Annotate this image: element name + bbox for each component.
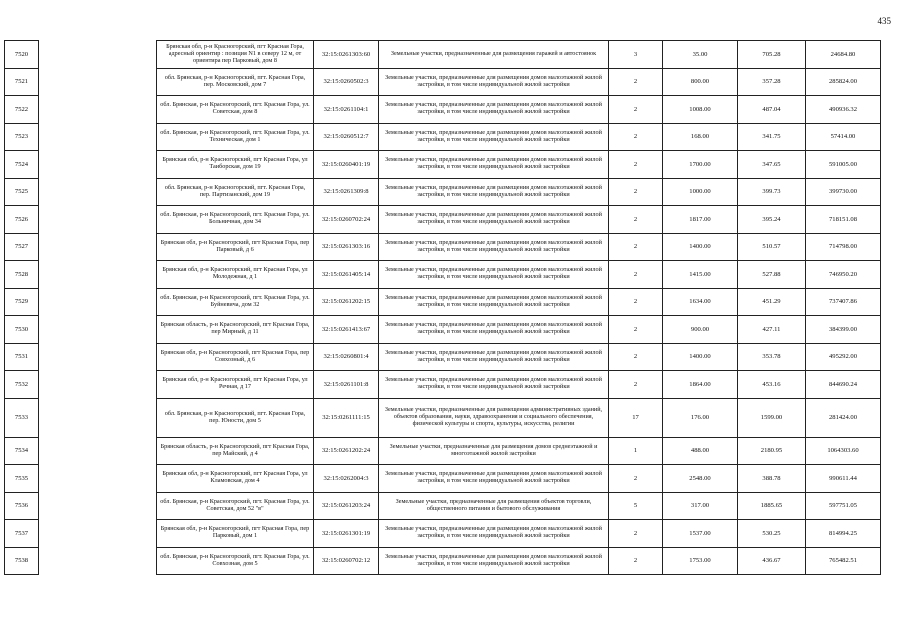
blank-cell xyxy=(39,261,157,289)
table-row xyxy=(5,261,881,289)
row-number: 7527 xyxy=(5,233,39,261)
specific-value-cell: 510.57 xyxy=(738,233,806,261)
area-cell: 800.00 xyxy=(663,68,738,96)
cadastral-number-cell: 32:15:0260801:4 xyxy=(314,343,379,371)
row-number: 7533 xyxy=(5,398,39,437)
table-row xyxy=(5,68,881,96)
blank-cell xyxy=(39,371,157,399)
group-code-cell: 2 xyxy=(609,288,663,316)
address-cell: обл. Брянская, р-н Красногорский, пгт. Красная Гора, ул. Буйневича, дом 32 xyxy=(157,288,314,316)
group-code-cell: 2 xyxy=(609,96,663,124)
group-code-cell: 2 xyxy=(609,465,663,493)
table-row xyxy=(5,41,881,69)
cadastral-number-cell: 32:15:0260702:24 xyxy=(314,206,379,234)
area-cell: 1817.00 xyxy=(663,206,738,234)
group-code-cell: 2 xyxy=(609,316,663,344)
cadastral-value-cell: 597751.05 xyxy=(806,492,881,520)
purpose-cell: Земельные участки, предназначенные для размещения гаражей и автостоянок xyxy=(379,41,609,69)
address-cell: Брянская обл, р-н Красногорский, пгт Красная Гора, пер Парковый, дом 1 xyxy=(157,520,314,548)
table-row xyxy=(5,437,881,465)
address-cell: обл. Брянская, р-н Красногорский, пгт. Красная Гора, пер. Партизанский, дом 19 xyxy=(157,178,314,206)
cadastral-value-cell: 57414.00 xyxy=(806,123,881,151)
cadastral-number-cell: 32:15:0260702:12 xyxy=(314,547,379,575)
cadastral-value-cell: 281424.00 xyxy=(806,398,881,437)
purpose-cell: Земельные участки, предназначенные для размещения домов малоэтажной жилой застройки, в том числе индивидуальной жилой застройки xyxy=(379,520,609,548)
address-cell: Брянская обл, р-н Красногорский, пгт Красная Гора, пер Парковый, д 6 xyxy=(157,233,314,261)
purpose-cell: Земельные участки, предназначенные для размещения административных зданий, объектов образования, науки, здравоохранения и социального обеспечения, физической культуры и спорта, культуры, искусства, религии xyxy=(379,398,609,437)
address-cell: Брянская область, р-н Красногорский, пгт Красная Гора, пер Мирный, д 11 xyxy=(157,316,314,344)
address-cell: обл. Брянская, р-н Красногорский, пгт. Красная Гора, пер. Московский, дом 7 xyxy=(157,68,314,96)
blank-cell xyxy=(39,492,157,520)
area-cell: 488.00 xyxy=(663,437,738,465)
row-number: 7536 xyxy=(5,492,39,520)
row-number: 7525 xyxy=(5,178,39,206)
area-cell: 1400.00 xyxy=(663,233,738,261)
table-row xyxy=(5,520,881,548)
row-number: 7520 xyxy=(5,41,39,69)
row-number: 7522 xyxy=(5,96,39,124)
specific-value-cell: 1599.00 xyxy=(738,398,806,437)
specific-value-cell: 451.29 xyxy=(738,288,806,316)
table-row xyxy=(5,316,881,344)
row-number: 7531 xyxy=(5,343,39,371)
cadastral-number-cell: 32:15:0260502:3 xyxy=(314,68,379,96)
address-cell: Брянская область, р-н Красногорский, пгт Красная Гора, пер Майский, д 4 xyxy=(157,437,314,465)
cadastral-number-cell: 32:15:0261202:15 xyxy=(314,288,379,316)
address-cell: Брянская обл, р-н Красногорский, пгт Красная Гора, ул Таиборская, дом 19 xyxy=(157,151,314,179)
area-cell: 1634.00 xyxy=(663,288,738,316)
address-cell: Брянская обл, р-н Красногорский, пгт Красная Гора, пер Совхозный, д 6 xyxy=(157,343,314,371)
row-number: 7529 xyxy=(5,288,39,316)
address-cell: обл. Брянская, р-н Красногорский, пгт. Красная Гора, ул. Больничная, дом 34 xyxy=(157,206,314,234)
area-cell: 1415.00 xyxy=(663,261,738,289)
blank-cell xyxy=(39,151,157,179)
specific-value-cell: 453.16 xyxy=(738,371,806,399)
specific-value-cell: 357.28 xyxy=(738,68,806,96)
area-cell: 1864.00 xyxy=(663,371,738,399)
purpose-cell: Земельные участки, предназначенные для размещения домов малоэтажной жилой застройки, в том числе индивидуальной жилой застройки xyxy=(379,206,609,234)
cadastral-number-cell: 32:15:0261301:19 xyxy=(314,520,379,548)
cadastral-value-cell: 718151.08 xyxy=(806,206,881,234)
blank-cell xyxy=(39,547,157,575)
cadastral-number-cell: 32:15:0261309:8 xyxy=(314,178,379,206)
blank-cell xyxy=(39,316,157,344)
cadastral-number-cell: 32:15:0261104:1 xyxy=(314,96,379,124)
row-number: 7537 xyxy=(5,520,39,548)
address-cell: Брянская обл, р-н Красногорский, пгт Красная Гора, адресный ориентир : позиция N1 в северу 12 м, от ориентира пер Парковый, дом 8 xyxy=(157,41,314,69)
cadastral-value-cell: 490936.32 xyxy=(806,96,881,124)
row-number: 7523 xyxy=(5,123,39,151)
area-cell: 1400.00 xyxy=(663,343,738,371)
cadastral-number-cell: 32:15:0261203:24 xyxy=(314,492,379,520)
table-row xyxy=(5,343,881,371)
purpose-cell: Земельные участки, предназначенные для размещения домов малоэтажной жилой застройки, в том числе индивидуальной жилой застройки xyxy=(379,547,609,575)
cadastral-number-cell: 32:15:0261202:24 xyxy=(314,437,379,465)
cadastral-number-cell: 32:15:0261303:60 xyxy=(314,41,379,69)
table-row xyxy=(5,96,881,124)
specific-value-cell: 436.67 xyxy=(738,547,806,575)
address-cell: обл. Брянская, р-н Красногорский, пгт. Красная Гора, ул. Советская, дом 52 "в" xyxy=(157,492,314,520)
row-number: 7538 xyxy=(5,547,39,575)
group-code-cell: 2 xyxy=(609,520,663,548)
table-row xyxy=(5,123,881,151)
specific-value-cell: 1885.65 xyxy=(738,492,806,520)
address-cell: обл. Брянская, р-н Красногорский, пгт. Красная Гора, пер. Юности, дом 5 xyxy=(157,398,314,437)
blank-cell xyxy=(39,96,157,124)
table-row xyxy=(5,151,881,179)
cadastral-value-cell: 399730.00 xyxy=(806,178,881,206)
row-number: 7524 xyxy=(5,151,39,179)
cadastral-value-cell: 591005.00 xyxy=(806,151,881,179)
specific-value-cell: 395.24 xyxy=(738,206,806,234)
purpose-cell: Земельные участки, предназначенные для размещения объектов торговли, общественного питания и бытового обслуживания xyxy=(379,492,609,520)
cadastral-value-cell: 990611.44 xyxy=(806,465,881,493)
table-row xyxy=(5,465,881,493)
cadastral-value-cell: 844690.24 xyxy=(806,371,881,399)
purpose-cell: Земельные участки, предназначенные для размещения домов малоэтажной жилой застройки, в том числе индивидуальной жилой застройки xyxy=(379,343,609,371)
cadastral-value-cell: 714798.00 xyxy=(806,233,881,261)
page-number: 435 xyxy=(877,16,891,26)
purpose-cell: Земельные участки, предназначенные для размещения домов малоэтажной жилой застройки, в том числе индивидуальной жилой застройки xyxy=(379,288,609,316)
address-cell: обл. Брянская, р-н Красногорский, пгт. Красная Гора, ул. Советская, дом 8 xyxy=(157,96,314,124)
table-row xyxy=(5,288,881,316)
group-code-cell: 2 xyxy=(609,123,663,151)
table-row xyxy=(5,547,881,575)
area-cell: 1008.00 xyxy=(663,96,738,124)
blank-cell xyxy=(39,398,157,437)
purpose-cell: Земельные участки, предназначенные для размещения домов малоэтажной жилой застройки, в том числе индивидуальной жилой застройки xyxy=(379,178,609,206)
cadastral-value-cell: 1064303.60 xyxy=(806,437,881,465)
cadastral-value-cell: 384399.00 xyxy=(806,316,881,344)
group-code-cell: 2 xyxy=(609,206,663,234)
cadastral-value-cell: 737407.86 xyxy=(806,288,881,316)
group-code-cell: 2 xyxy=(609,343,663,371)
cadastral-value-cell: 285824.00 xyxy=(806,68,881,96)
group-code-cell: 1 xyxy=(609,437,663,465)
address-cell: обл. Брянская, р-н Красногорский, пгт. Красная Гора, ул. Совхозная, дом 5 xyxy=(157,547,314,575)
specific-value-cell: 527.88 xyxy=(738,261,806,289)
row-number: 7534 xyxy=(5,437,39,465)
specific-value-cell: 347.65 xyxy=(738,151,806,179)
row-number: 7526 xyxy=(5,206,39,234)
cadastral-number-cell: 32:15:0260401:19 xyxy=(314,151,379,179)
purpose-cell: Земельные участки, предназначенные для размещения домов малоэтажной жилой застройки, в том числе индивидуальной жилой застройки xyxy=(379,233,609,261)
cadastral-number-cell: 32:15:0261413:67 xyxy=(314,316,379,344)
blank-cell xyxy=(39,206,157,234)
blank-cell xyxy=(39,233,157,261)
specific-value-cell: 427.11 xyxy=(738,316,806,344)
blank-cell xyxy=(39,178,157,206)
cadastral-number-cell: 32:15:0261101:8 xyxy=(314,371,379,399)
purpose-cell: Земельные участки, предназначенные для размещения домов малоэтажной жилой застройки, в том числе индивидуальной жилой застройки xyxy=(379,261,609,289)
area-cell: 2548.00 xyxy=(663,465,738,493)
cadastral-value-cell: 765482.51 xyxy=(806,547,881,575)
table-row xyxy=(5,398,881,437)
group-code-cell: 2 xyxy=(609,371,663,399)
table-row xyxy=(5,206,881,234)
group-code-cell: 3 xyxy=(609,41,663,69)
cadastral-number-cell: 32:15:0262004:3 xyxy=(314,465,379,493)
area-cell: 168.00 xyxy=(663,123,738,151)
group-code-cell: 5 xyxy=(609,492,663,520)
blank-cell xyxy=(39,41,157,69)
cadastral-number-cell: 32:15:0260512:7 xyxy=(314,123,379,151)
group-code-cell: 2 xyxy=(609,178,663,206)
group-code-cell: 2 xyxy=(609,68,663,96)
row-number: 7535 xyxy=(5,465,39,493)
blank-cell xyxy=(39,465,157,493)
cadastral-value-cell: 24684.80 xyxy=(806,41,881,69)
specific-value-cell: 487.04 xyxy=(738,96,806,124)
specific-value-cell: 530.25 xyxy=(738,520,806,548)
purpose-cell: Земельные участки, предназначенные для размещения домов среднеэтажной и многоэтажной жилой застройки xyxy=(379,437,609,465)
area-cell: 1753.00 xyxy=(663,547,738,575)
cadastral-value-cell: 746950.20 xyxy=(806,261,881,289)
area-cell: 1700.00 xyxy=(663,151,738,179)
cadastral-number-cell: 32:15:0261303:16 xyxy=(314,233,379,261)
purpose-cell: Земельные участки, предназначенные для размещения домов малоэтажной жилой застройки, в том числе индивидуальной жилой застройки xyxy=(379,151,609,179)
group-code-cell: 2 xyxy=(609,233,663,261)
blank-cell xyxy=(39,288,157,316)
address-cell: обл. Брянская, р-н Красногорский, пгт. Красная Гора, ул. Техническая, дом 1 xyxy=(157,123,314,151)
row-number: 7528 xyxy=(5,261,39,289)
area-cell: 1000.00 xyxy=(663,178,738,206)
area-cell: 900.00 xyxy=(663,316,738,344)
blank-cell xyxy=(39,68,157,96)
cadastral-value-cell: 814994.25 xyxy=(806,520,881,548)
blank-cell xyxy=(39,343,157,371)
specific-value-cell: 388.78 xyxy=(738,465,806,493)
blank-cell xyxy=(39,437,157,465)
area-cell: 176.00 xyxy=(663,398,738,437)
row-number: 7530 xyxy=(5,316,39,344)
specific-value-cell: 399.73 xyxy=(738,178,806,206)
cadastral-table xyxy=(4,40,881,575)
specific-value-cell: 705.28 xyxy=(738,41,806,69)
area-cell: 35.00 xyxy=(663,41,738,69)
address-cell: Брянская обл, р-н Красногорский, пгт Красная Гора, ул Молодежная, д 1 xyxy=(157,261,314,289)
table-row xyxy=(5,233,881,261)
specific-value-cell: 353.78 xyxy=(738,343,806,371)
specific-value-cell: 2180.95 xyxy=(738,437,806,465)
purpose-cell: Земельные участки, предназначенные для размещения домов малоэтажной жилой застройки, в том числе индивидуальной жилой застройки xyxy=(379,371,609,399)
cadastral-value-cell: 495292.00 xyxy=(806,343,881,371)
purpose-cell: Земельные участки, предназначенные для размещения домов малоэтажной жилой застройки, в том числе индивидуальной жилой застройки xyxy=(379,465,609,493)
purpose-cell: Земельные участки, предназначенные для размещения домов малоэтажной жилой застройки, в том числе индивидуальной жилой застройки xyxy=(379,123,609,151)
address-cell: Брянская обл, р-н Красногорский, пгт Красная Гора, ул Кламовская, дом 4 xyxy=(157,465,314,493)
table-row xyxy=(5,178,881,206)
area-cell: 317.00 xyxy=(663,492,738,520)
blank-cell xyxy=(39,520,157,548)
row-number: 7521 xyxy=(5,68,39,96)
blank-cell xyxy=(39,123,157,151)
group-code-cell: 2 xyxy=(609,151,663,179)
purpose-cell: Земельные участки, предназначенные для размещения домов малоэтажной жилой застройки, в том числе индивидуальной жилой застройки xyxy=(379,68,609,96)
purpose-cell: Земельные участки, предназначенные для размещения домов малоэтажной жилой застройки, в том числе индивидуальной жилой застройки xyxy=(379,316,609,344)
group-code-cell: 2 xyxy=(609,547,663,575)
group-code-cell: 2 xyxy=(609,261,663,289)
purpose-cell: Земельные участки, предназначенные для размещения домов малоэтажной жилой застройки, в том числе индивидуальной жилой застройки xyxy=(379,96,609,124)
specific-value-cell: 341.75 xyxy=(738,123,806,151)
group-code-cell: 17 xyxy=(609,398,663,437)
cadastral-number-cell: 32:15:0261111:15 xyxy=(314,398,379,437)
table-row xyxy=(5,371,881,399)
row-number: 7532 xyxy=(5,371,39,399)
cadastral-number-cell: 32:15:0261405:14 xyxy=(314,261,379,289)
address-cell: Брянская обл, р-н Красногорский, пгт Красная Гора, ул Речная, д 17 xyxy=(157,371,314,399)
area-cell: 1537.00 xyxy=(663,520,738,548)
table-row xyxy=(5,492,881,520)
